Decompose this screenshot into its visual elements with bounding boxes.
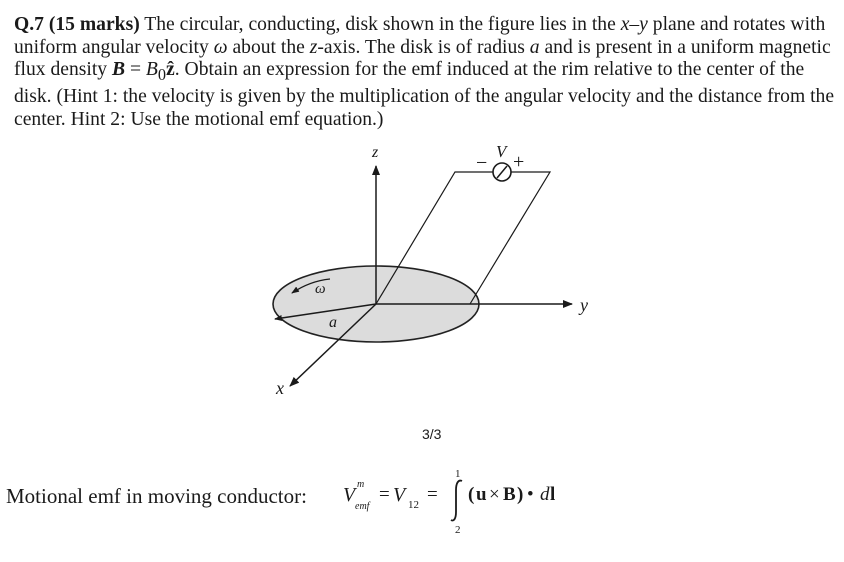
- plus-terminal: +: [513, 151, 525, 173]
- radius-label: a: [329, 314, 337, 331]
- integral-sign: [449, 478, 467, 524]
- omega-symbol: ω: [213, 36, 228, 58]
- x-axis-label: x: [276, 378, 284, 398]
- upper-limit: 1: [455, 468, 461, 480]
- dl-l: l: [550, 484, 556, 505]
- y-axis-label: y: [580, 295, 588, 315]
- omega-label: ω: [315, 281, 326, 297]
- close-paren: ): [517, 484, 524, 505]
- emf-superscript: m: [357, 479, 365, 490]
- b0-subscript: 0: [157, 64, 167, 84]
- dot-product: •: [527, 484, 534, 505]
- radius-symbol: a: [529, 36, 540, 58]
- dl-d: d: [540, 484, 550, 505]
- equals-sign: =: [125, 59, 146, 80]
- question-part: -axis. The disk is of radius: [317, 36, 530, 58]
- question-part: and is present in a uniform magnetic flux density: [14, 36, 831, 80]
- b0-symbol: B: [145, 59, 158, 80]
- question-part: about the: [227, 36, 310, 58]
- question-part: . Obtain an expression for the emf induced at the rim relative to the center of the disk. (Hint 1: the velocity is given by the multiplication of the angular velocity and the distance from the center. Hint 2: Use the motional emf equation.): [14, 59, 835, 130]
- question-part: plane and rotates with uniform angular velocity: [14, 14, 826, 58]
- z-axis-label: z: [372, 144, 379, 161]
- lower-limit: 2: [455, 524, 461, 536]
- z-hat-symbol: ẑ: [166, 59, 175, 80]
- plane-symbol: x–y: [620, 14, 648, 35]
- b-vector-symbol: B: [111, 59, 126, 80]
- equals-1: =: [379, 484, 390, 505]
- formula-caption: Motional emf in moving conductor:: [6, 484, 307, 508]
- question-part: The circular, conducting, disk shown in the figure lies in the: [139, 14, 621, 35]
- cross-sign: ×: [489, 484, 500, 505]
- page-number: 3/3: [422, 426, 442, 442]
- question-number: Q.7 (15 marks): [14, 14, 140, 35]
- emf-subscript: emf: [355, 501, 370, 512]
- v12-v: V: [393, 484, 406, 506]
- equals-2: =: [427, 484, 438, 505]
- emf-v: V: [343, 484, 356, 506]
- voltage-label: V: [496, 142, 507, 161]
- v12-subscript: 12: [408, 499, 419, 511]
- minus-terminal: −: [476, 152, 488, 174]
- field-b: B: [503, 484, 516, 505]
- velocity-u: u: [476, 484, 487, 505]
- z-symbol: z: [309, 36, 318, 58]
- open-paren: (: [468, 484, 475, 505]
